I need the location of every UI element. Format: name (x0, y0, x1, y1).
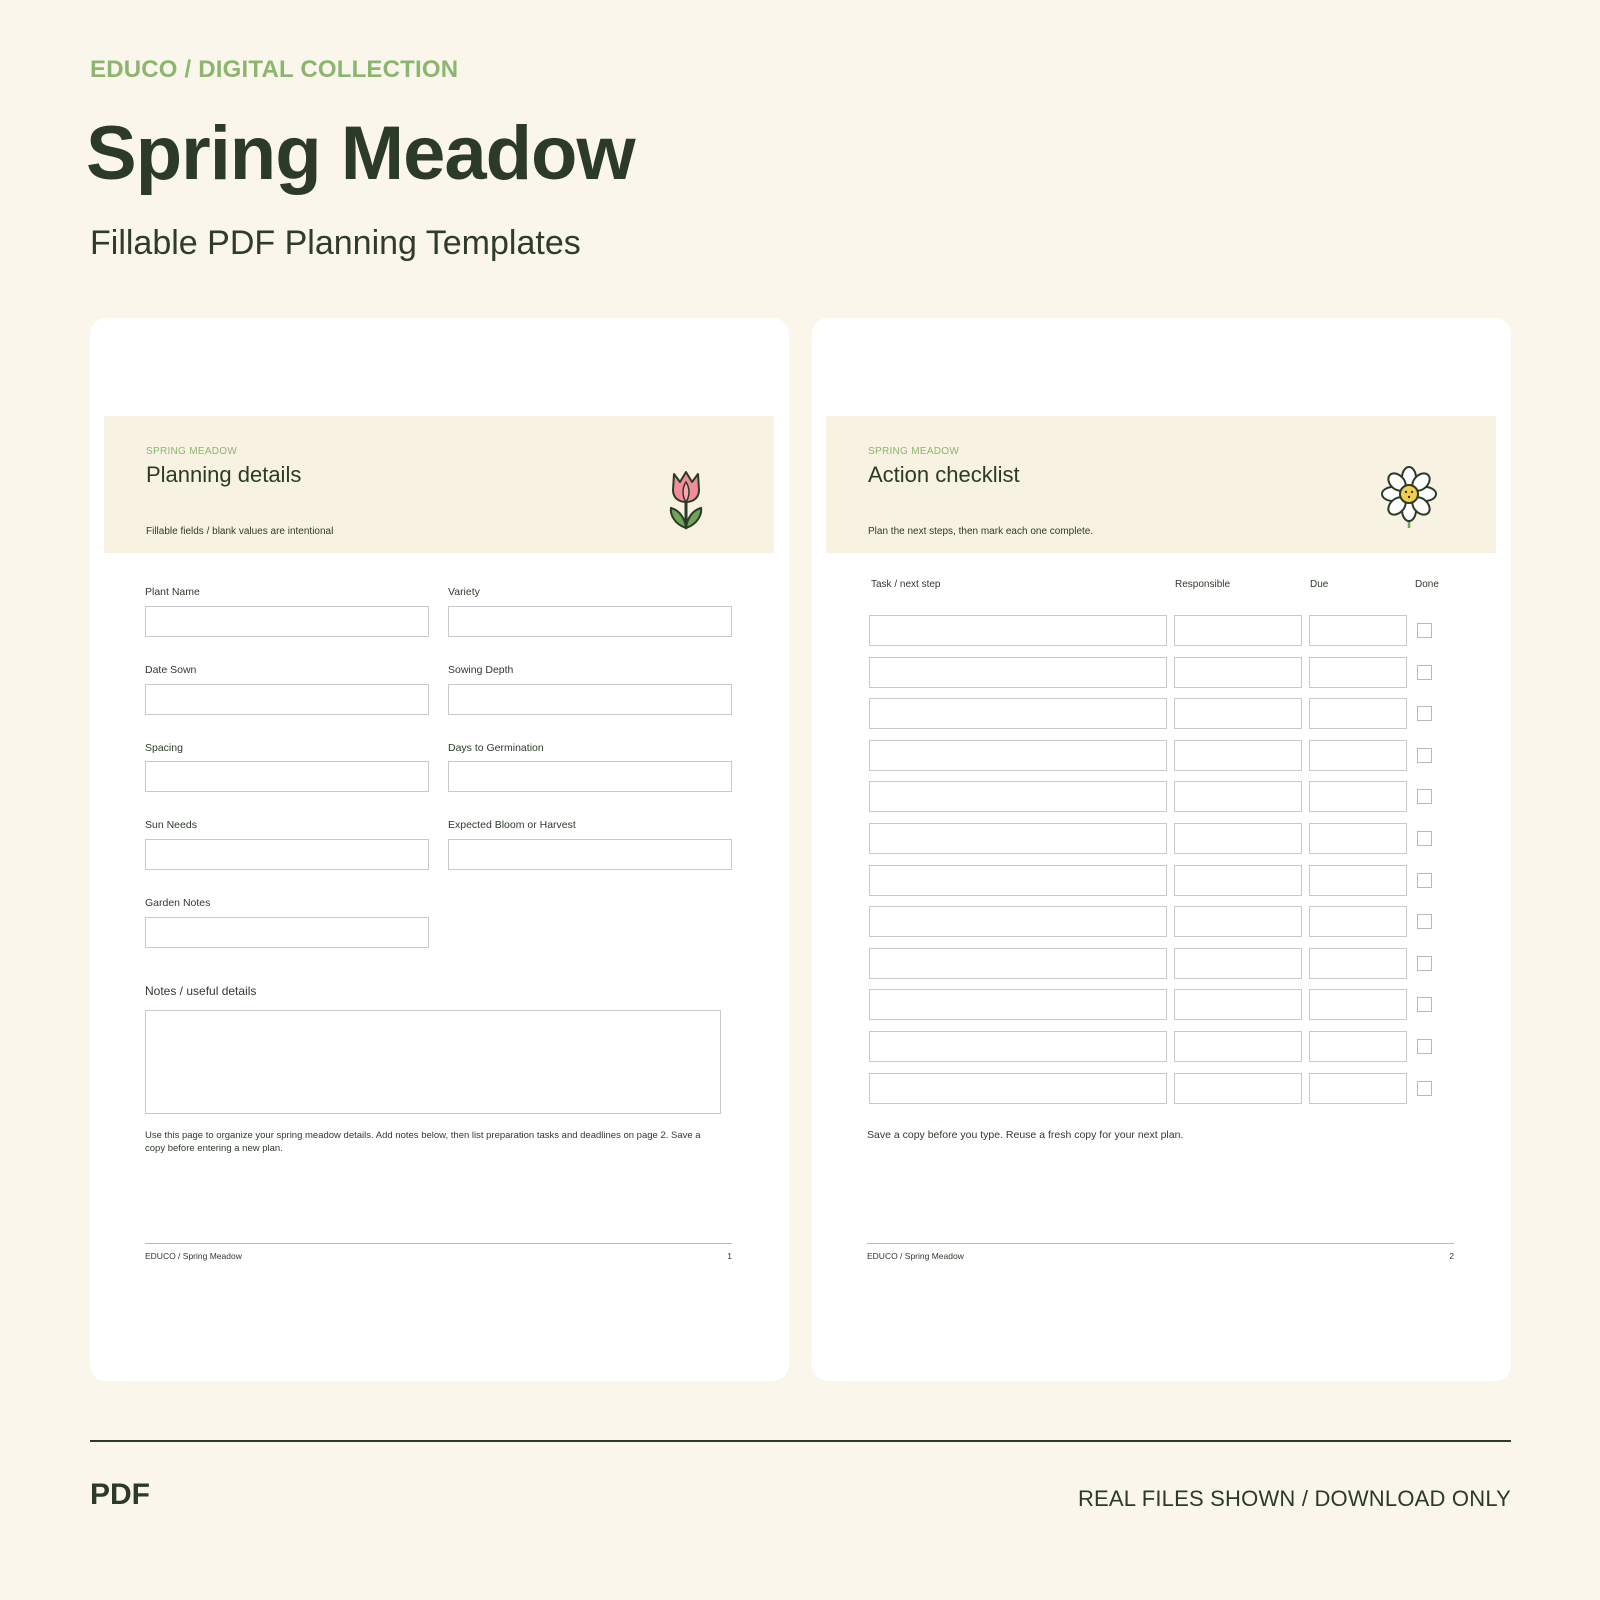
responsible-field[interactable] (1174, 740, 1302, 771)
due-field[interactable] (1309, 615, 1407, 646)
page-heading: Planning details (146, 462, 302, 487)
page-subtitle: Fillable PDF Planning Templates (90, 224, 581, 262)
done-checkbox[interactable] (1417, 956, 1432, 971)
footer-divider (867, 1243, 1454, 1244)
planning-details-page (90, 318, 789, 1381)
variety-field[interactable] (448, 606, 732, 637)
done-checkbox[interactable] (1417, 748, 1432, 763)
responsible-field[interactable] (1174, 906, 1302, 937)
responsible-field[interactable] (1174, 657, 1302, 688)
column-header-done: Done (1415, 579, 1439, 590)
variety-label: Variety (448, 586, 480, 598)
table-row (812, 781, 1511, 813)
task-field[interactable] (869, 906, 1167, 937)
sun-needs-label: Sun Needs (145, 819, 197, 831)
table-row (812, 1031, 1511, 1063)
responsible-field[interactable] (1174, 989, 1302, 1020)
plant-name-label: Plant Name (145, 586, 200, 598)
done-checkbox[interactable] (1417, 706, 1432, 721)
responsible-field[interactable] (1174, 865, 1302, 896)
page-number: 2 (1449, 1251, 1454, 1261)
task-field[interactable] (869, 698, 1167, 729)
page-kicker: SPRING MEADOW (868, 446, 960, 457)
due-field[interactable] (1309, 989, 1407, 1020)
task-field[interactable] (869, 865, 1167, 896)
task-field[interactable] (869, 1073, 1167, 1104)
responsible-field[interactable] (1174, 615, 1302, 646)
task-field[interactable] (869, 823, 1167, 854)
page-header-band (104, 416, 774, 553)
table-row (812, 948, 1511, 980)
due-field[interactable] (1309, 823, 1407, 854)
days-to-germination-field[interactable] (448, 761, 732, 792)
date-sown-label: Date Sown (145, 664, 197, 676)
table-row (812, 989, 1511, 1021)
garden-notes-field[interactable] (145, 917, 429, 948)
table-row (812, 698, 1511, 730)
responsible-field[interactable] (1174, 781, 1302, 812)
spacing-field[interactable] (145, 761, 429, 792)
table-row (812, 1073, 1511, 1105)
table-row (812, 865, 1511, 897)
action-checklist-page (812, 318, 1511, 1381)
responsible-field[interactable] (1174, 1073, 1302, 1104)
task-field[interactable] (869, 615, 1167, 646)
done-checkbox[interactable] (1417, 1081, 1432, 1096)
footer-divider (145, 1243, 732, 1244)
tulip-icon (666, 470, 706, 532)
garden-notes-label: Garden Notes (145, 897, 211, 909)
due-field[interactable] (1309, 1073, 1407, 1104)
sun-needs-field[interactable] (145, 839, 429, 870)
responsible-field[interactable] (1174, 1031, 1302, 1062)
due-field[interactable] (1309, 657, 1407, 688)
done-checkbox[interactable] (1417, 789, 1432, 804)
page-footer: EDUCO / Spring Meadow (867, 1251, 964, 1261)
due-field[interactable] (1309, 740, 1407, 771)
file-format-label: PDF (90, 1478, 150, 1511)
responsible-field[interactable] (1174, 823, 1302, 854)
page-header-band (826, 416, 1496, 553)
notes-label: Notes / useful details (145, 984, 257, 998)
page-note: Plan the next steps, then mark each one complete. (868, 526, 1094, 537)
task-field[interactable] (869, 740, 1167, 771)
expected-bloom-label: Expected Bloom or Harvest (448, 819, 576, 831)
table-row (812, 740, 1511, 772)
done-checkbox[interactable] (1417, 623, 1432, 638)
days-to-germination-label: Days to Germination (448, 742, 544, 754)
table-row (812, 615, 1511, 647)
page-footer: EDUCO / Spring Meadow (145, 1251, 242, 1261)
task-field[interactable] (869, 948, 1167, 979)
responsible-field[interactable] (1174, 698, 1302, 729)
bottom-divider (90, 1440, 1511, 1442)
column-header-responsible: Responsible (1175, 579, 1231, 590)
daisy-icon (1378, 466, 1440, 532)
date-sown-field[interactable] (145, 684, 429, 715)
page-number: 1 (727, 1251, 732, 1261)
task-field[interactable] (869, 1031, 1167, 1062)
due-field[interactable] (1309, 1031, 1407, 1062)
page-help-text: Save a copy before you type. Reuse a fresh copy for your next plan. (867, 1129, 1184, 1141)
due-field[interactable] (1309, 781, 1407, 812)
page-help-text: Use this page to organize your spring meadow details. Add notes below, then list preparation tasks and deadlines on page 2. Save a copy before entering a new plan. (145, 1130, 701, 1154)
done-checkbox[interactable] (1417, 1039, 1432, 1054)
plant-name-field[interactable] (145, 606, 429, 637)
column-header-due: Due (1310, 579, 1329, 590)
table-row (812, 823, 1511, 855)
done-checkbox[interactable] (1417, 914, 1432, 929)
sowing-depth-field[interactable] (448, 684, 732, 715)
task-field[interactable] (869, 989, 1167, 1020)
spacing-label: Spacing (145, 742, 183, 754)
tagline: REAL FILES SHOWN / DOWNLOAD ONLY (1077, 1486, 1511, 1511)
notes-textarea[interactable] (145, 1010, 721, 1114)
page-note: Fillable fields / blank values are intentional (146, 526, 334, 537)
table-row (812, 657, 1511, 689)
page-title: Spring Meadow (86, 111, 635, 196)
done-checkbox[interactable] (1417, 997, 1432, 1012)
page-kicker: SPRING MEADOW (146, 446, 238, 457)
task-field[interactable] (869, 781, 1167, 812)
done-checkbox[interactable] (1417, 665, 1432, 680)
page-heading: Action checklist (868, 462, 1020, 487)
expected-bloom-field[interactable] (448, 839, 732, 870)
due-field[interactable] (1309, 865, 1407, 896)
responsible-field[interactable] (1174, 948, 1302, 979)
due-field[interactable] (1309, 698, 1407, 729)
table-row (812, 906, 1511, 938)
brand-label: EDUCO / DIGITAL COLLECTION (90, 56, 459, 83)
column-header-task: Task / next step (871, 579, 941, 590)
task-field[interactable] (869, 657, 1167, 688)
done-checkbox[interactable] (1417, 873, 1432, 888)
due-field[interactable] (1309, 948, 1407, 979)
sowing-depth-label: Sowing Depth (448, 664, 514, 676)
done-checkbox[interactable] (1417, 831, 1432, 846)
due-field[interactable] (1309, 906, 1407, 937)
